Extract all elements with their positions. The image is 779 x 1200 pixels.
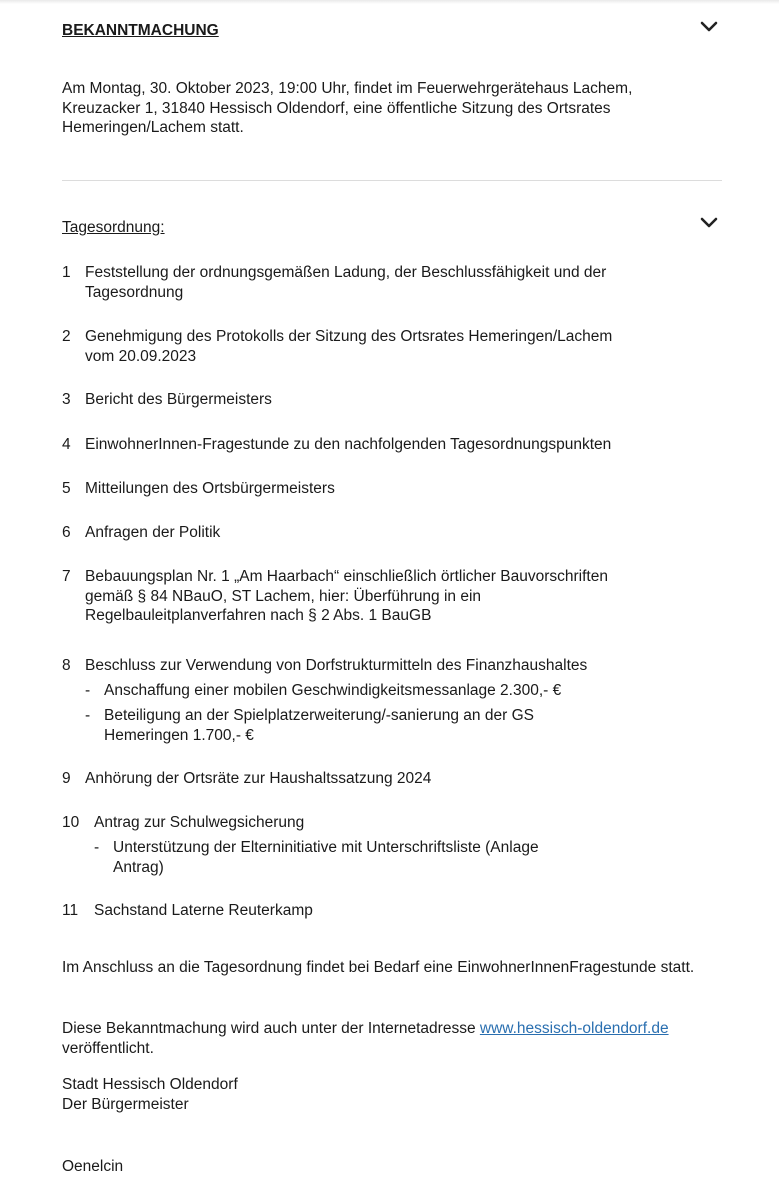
signature-block	[62, 1075, 742, 1114]
signature-city: Stadt Hessisch Oldendorf	[62, 1076, 238, 1093]
agenda-title: Tagesordnung:	[62, 219, 165, 236]
subitem-text: Anschaffung einer mobilen Geschwindigkeitsmessanlage 2.300,- €	[104, 682, 562, 699]
agenda-item-text: Bericht des Bürgermeisters	[85, 391, 272, 408]
page-title: BEKANNTMACHUNG	[62, 22, 219, 39]
intro-line: Am Montag, 30. Oktober 2023, 19:00 Uhr, findet im Feuerwehrgerätehaus Lachem,	[62, 80, 633, 97]
chevron-down-icon[interactable]	[700, 217, 720, 231]
intro-line: Hemeringen/Lachem statt.	[62, 119, 244, 136]
agenda-item-number: 7	[62, 568, 71, 585]
agenda-item-text: Bebauungsplan Nr. 1 „Am Haarbach“ einschließlich örtlicher Bauvorschriften	[85, 568, 608, 585]
agenda-item-text: Anhörung der Ortsräte zur Haushaltssatzung 2024	[85, 770, 432, 787]
intro-paragraph	[62, 79, 702, 138]
agenda-item-number: 3	[62, 391, 71, 408]
agenda-item-text: Regelbauleitplanverfahren nach § 2 Abs. 1 BauGB	[85, 607, 432, 624]
agenda-item-number: 1	[62, 264, 71, 281]
agenda-item-number: 10	[62, 814, 80, 831]
subitem-text: Beteiligung an der Spielplatzerweiterung/-sanierung an der GS	[104, 707, 534, 724]
agenda-item-text: Antrag zur Schulwegsicherung	[94, 814, 305, 831]
closing-note: Im Anschluss an die Tagesordnung findet bei Bedarf eine EinwohnerInnenFragestunde statt.	[62, 959, 695, 976]
subitem-text: Unterstützung der Elterninitiative mit Unterschriftsliste (Anlage	[113, 839, 539, 856]
agenda-item-number: 4	[62, 436, 71, 453]
signature-name: Oenelcin	[62, 1158, 124, 1175]
agenda-item-text: Anfragen der Politik	[85, 524, 221, 541]
publication-text: Diese Bekanntmachung wird auch unter der Internetadresse	[62, 1020, 480, 1037]
subitem-dash: -	[94, 839, 100, 856]
publication-text: veröffentlicht.	[62, 1039, 154, 1057]
chevron-down-icon[interactable]	[700, 21, 720, 35]
agenda-item-number: 8	[62, 657, 71, 674]
agenda-item-text: Beschluss zur Verwendung von Dorfstrukturmitteln des Finanzhaushaltes	[85, 657, 588, 674]
agenda-item-number: 5	[62, 480, 71, 497]
agenda-item-text: gemäß § 84 NBauO, ST Lachem, hier: Überführung in ein	[85, 587, 482, 605]
agenda-item-text: Genehmigung des Protokolls der Sitzung des Ortsrates Hemeringen/Lachem	[85, 328, 613, 345]
agenda-item-number: 6	[62, 524, 71, 541]
website-link[interactable]: www.hessisch-oldendorf.de	[479, 1020, 669, 1037]
subitem-text: Hemeringen 1.700,- €	[104, 726, 254, 744]
agenda-item-text: Feststellung der ordnungsgemäßen Ladung, der Beschlussfähigkeit und der	[85, 264, 607, 281]
agenda-item-text: Mitteilungen des Ortsbürgermeisters	[85, 480, 335, 497]
agenda-item-text: vom 20.09.2023	[85, 347, 197, 365]
agenda-item-text: Sachstand Laterne Reuterkamp	[94, 902, 313, 919]
agenda-item-text: EinwohnerInnen-Fragestunde zu den nachfolgenden Tagesordnungspunkten	[85, 436, 612, 453]
subitem-dash: -	[85, 707, 91, 724]
agenda-item-number: 2	[62, 328, 71, 345]
section-divider	[62, 180, 722, 181]
agenda-item-number: 11	[62, 902, 79, 919]
top-shadow	[0, 0, 779, 4]
agenda-item-text: Tagesordnung	[85, 283, 184, 301]
subitem-text: Antrag)	[113, 858, 164, 876]
publication-notice	[62, 1019, 742, 1058]
signature-title: Der Bürgermeister	[62, 1095, 189, 1113]
agenda-item-number: 9	[62, 770, 71, 787]
subitem-dash: -	[85, 682, 91, 699]
intro-line: Kreuzacker 1, 31840 Hessisch Oldendorf, eine öffentliche Sitzung des Ortsrates	[62, 99, 611, 117]
